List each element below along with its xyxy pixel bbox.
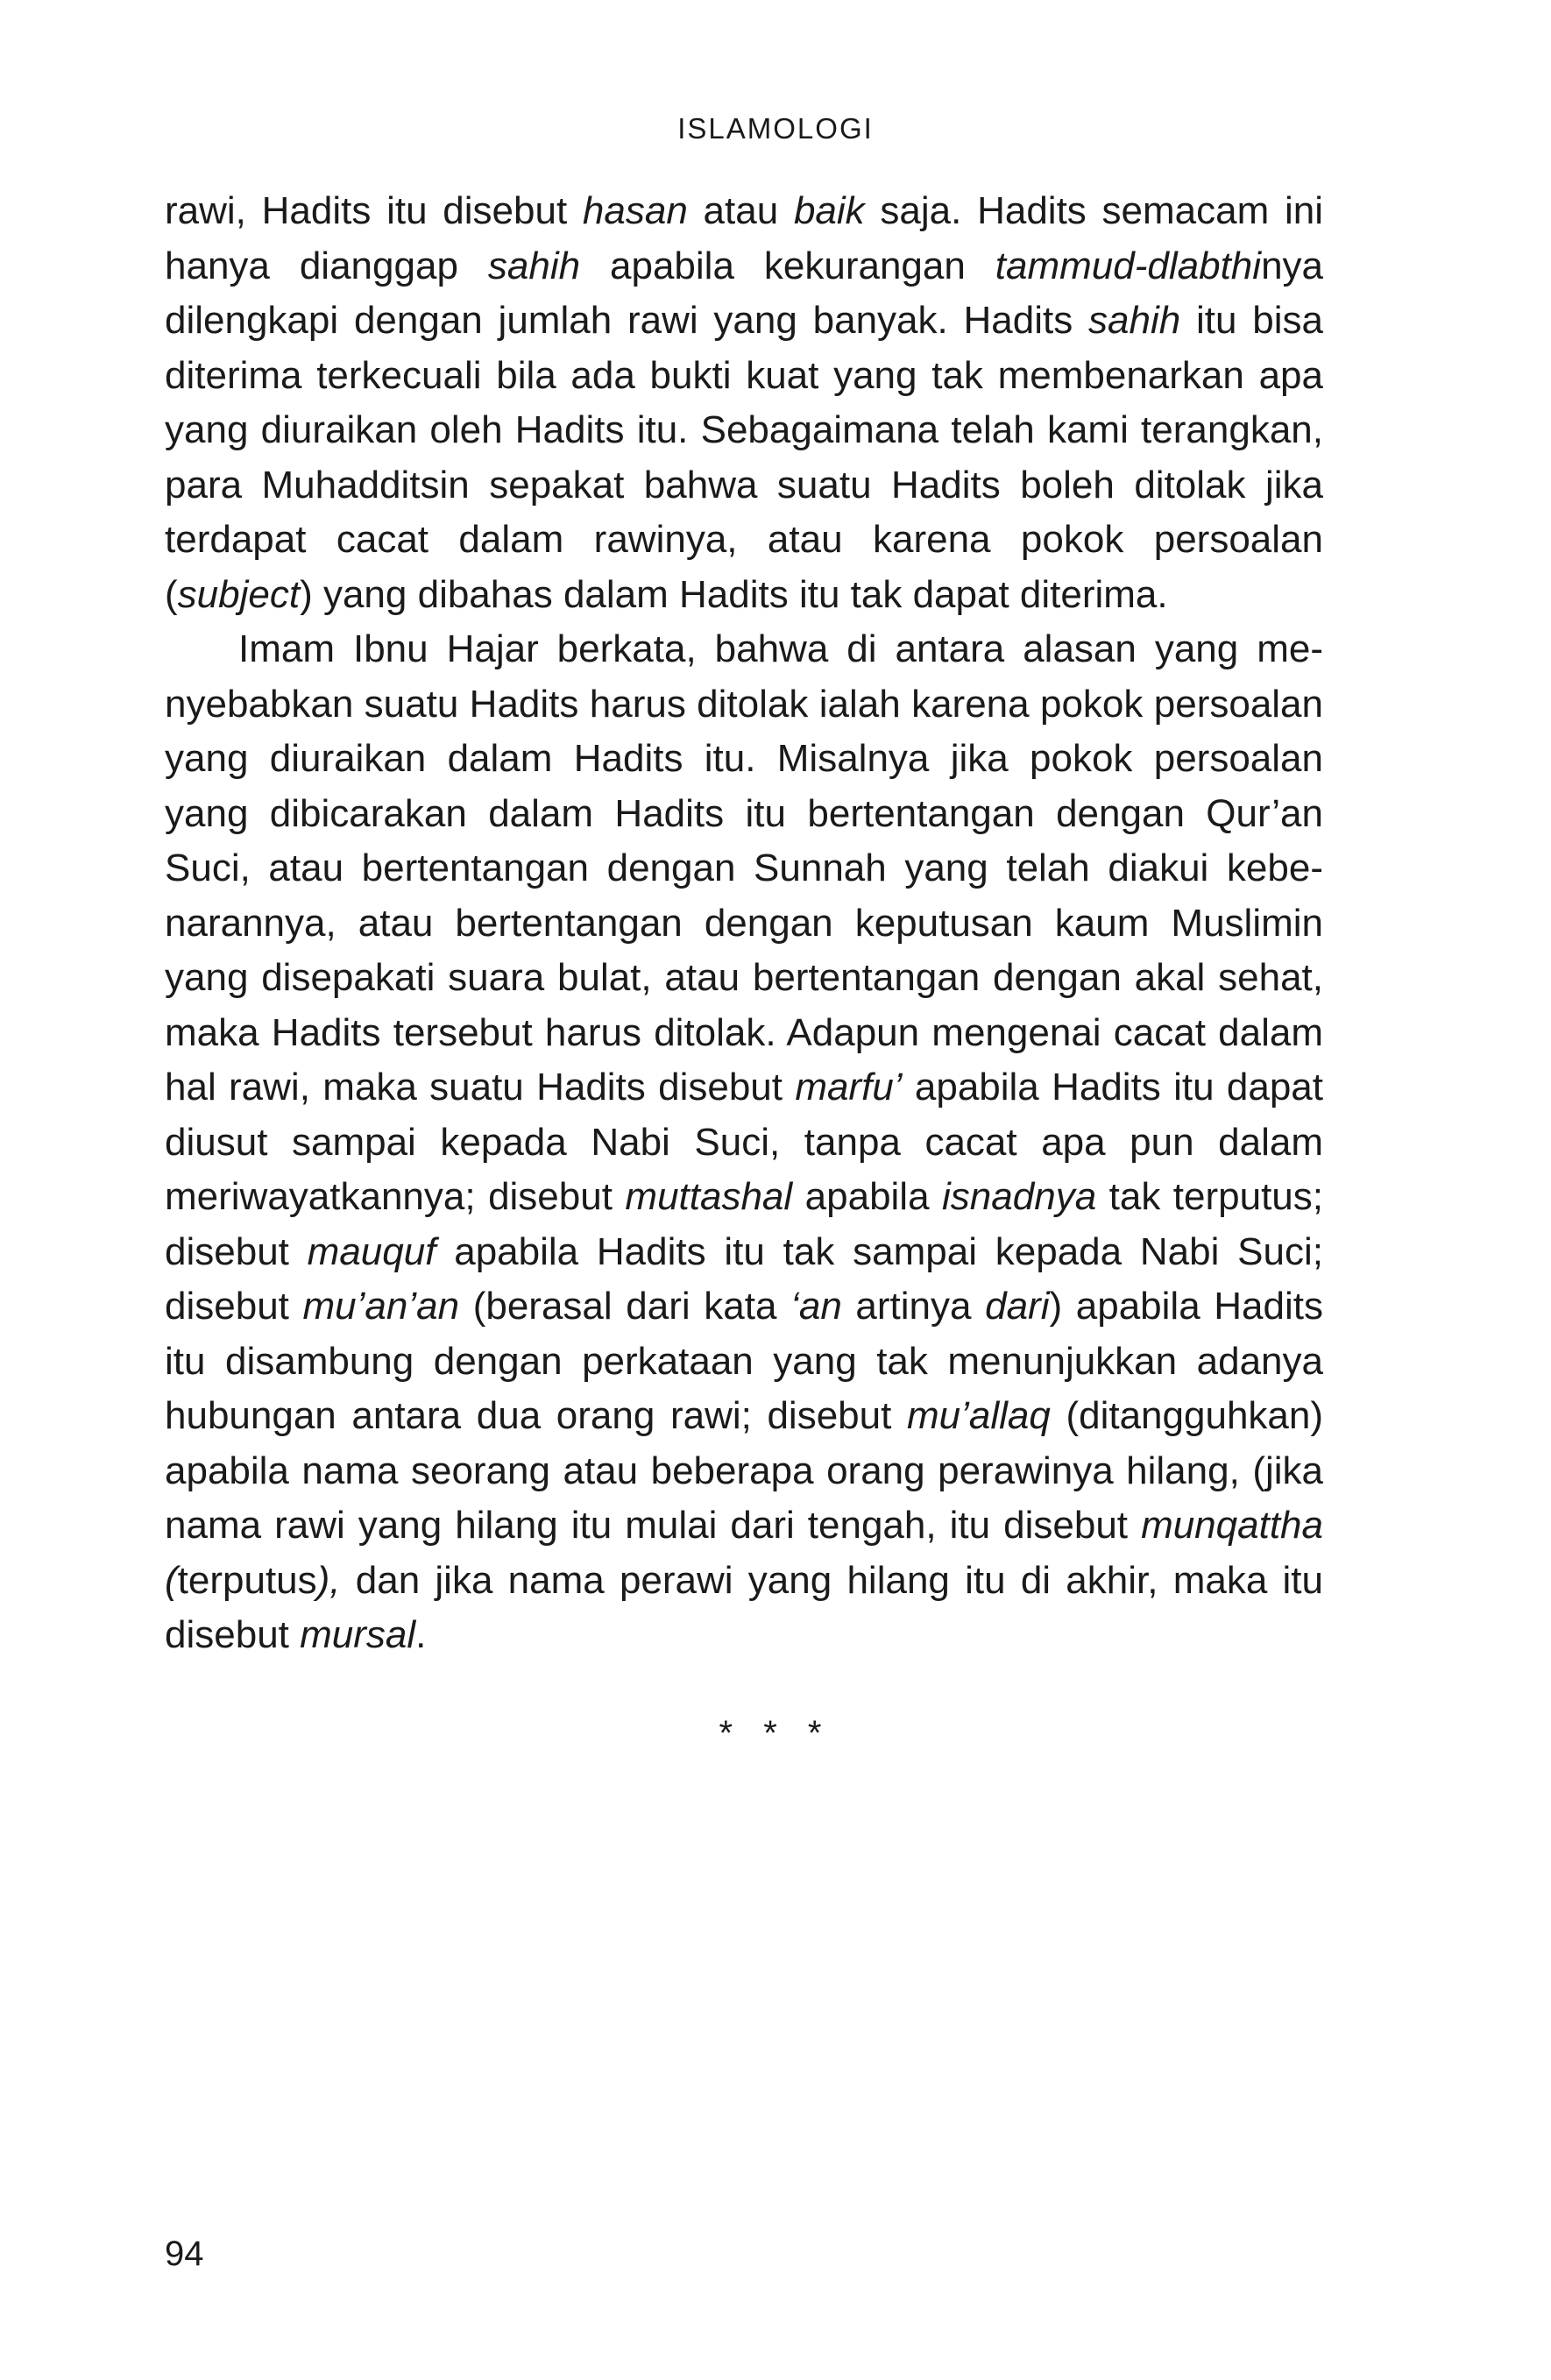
italic-term: mu’allaq: [906, 1394, 1051, 1437]
italic-term: baik: [793, 189, 865, 232]
text-run: ) apabila Hadits itu disambung dengan perkataan yang tak menunjukkan adanya hubungan antara dua orang rawi; disebut: [165, 1285, 1324, 1437]
italic-term: mursal: [300, 1613, 416, 1656]
text-run: artinya: [841, 1285, 986, 1328]
paragraph-1: [165, 184, 1323, 622]
page-number: 94: [165, 2235, 204, 2273]
text-run: dan jika nama perawi yang hilang itu di akhir, maka itu disebut: [165, 1558, 1323, 1656]
italic-term: marfu’: [795, 1066, 903, 1109]
text-run: itu bisa diterima terkecuali bila ada bukti kuat yang tak membenarkan apa yang diuraikan oleh Hadits itu. Sebagaimana telah kami terangkan, para Muhadditsin sepakat bahwa suatu Hadits boleh ditolak jika terdapat cacat dalam rawinya, atau karena pokok persoalan (: [165, 299, 1324, 616]
italic-term: munqattha (: [165, 1504, 1323, 1602]
text-run: rawi, Hadits itu disebut: [165, 189, 583, 232]
text-run: Imam Ibnu Hajar berkata, bahwa di antara alasan yang menyebabkan suatu Hadits harus ditolak ialah karena pokok persoalan yang diuraikan dalam Hadits itu. Misalnya jika pokok persoalan yang dibicarakan dalam Hadits itu bertentangan dengan Qur’an Suci, atau bertentangan dengan Sunnah yang telah diakui kebenarannya, atau bertentangan dengan keputusan kaum Muslimin yang disepakati suara bulat, atau bertentangan dengan akal sehat, maka Hadits tersebut harus ditolak. Adapun mengenai cacat dalam hal rawi, maka suatu Hadits disebut: [165, 627, 1323, 1109]
italic-term: sahih: [487, 244, 581, 287]
italic-term: tammud-dlabthi: [995, 244, 1262, 287]
body-text: [165, 184, 1323, 1663]
italic-term: ‘an: [790, 1285, 842, 1328]
italic-term: hasan: [582, 189, 688, 232]
scene-break: * * *: [719, 1714, 832, 1753]
text-run: atau: [687, 189, 794, 232]
text-run: apabila Hadits itu tak sampai kepada Nabi Suci; disebut: [165, 1229, 1323, 1328]
text-run: apabila Hadits itu dapat diusut sampai kepada Nabi Suci, tanpa cacat apa pun dalam meriwayatkannya; disebut: [165, 1066, 1323, 1218]
italic-term: ),: [316, 1558, 341, 1602]
italic-term: muttashal: [625, 1175, 793, 1218]
text-run: terputus: [177, 1558, 317, 1602]
italic-term: mauquf: [307, 1229, 436, 1273]
italic-term: mu’an’an: [302, 1285, 460, 1328]
text-run: (berasal dari kata: [459, 1285, 791, 1328]
text-run: (ditangguhkan) apabila nama seorang atau beberapa orang perawinya hilang, (jika nama rawi yang hilang itu mulai dari tengah, itu disebut: [165, 1394, 1324, 1547]
running-header: ISLAMOLOGI: [677, 112, 874, 145]
italic-term: isnadnya: [942, 1175, 1097, 1218]
text-run: tak terputus; disebut: [165, 1175, 1324, 1273]
paragraph-2: [165, 622, 1323, 1663]
text-run: ) yang dibahas dalam Hadits itu tak dapat diterima.: [300, 572, 1168, 616]
text-run: apabila: [792, 1175, 943, 1218]
italic-term: sahih: [1088, 299, 1181, 342]
text-run: saja. Hadits semacam ini hanya dianggap: [165, 189, 1324, 287]
text-run: nya dilengkapi dengan jumlah rawi yang banyak. Hadits: [165, 244, 1324, 342]
italic-term: dari: [985, 1285, 1050, 1328]
italic-term: subject: [177, 572, 301, 616]
text-run: apabila kekurangan: [580, 244, 995, 287]
text-run: .: [415, 1613, 427, 1656]
